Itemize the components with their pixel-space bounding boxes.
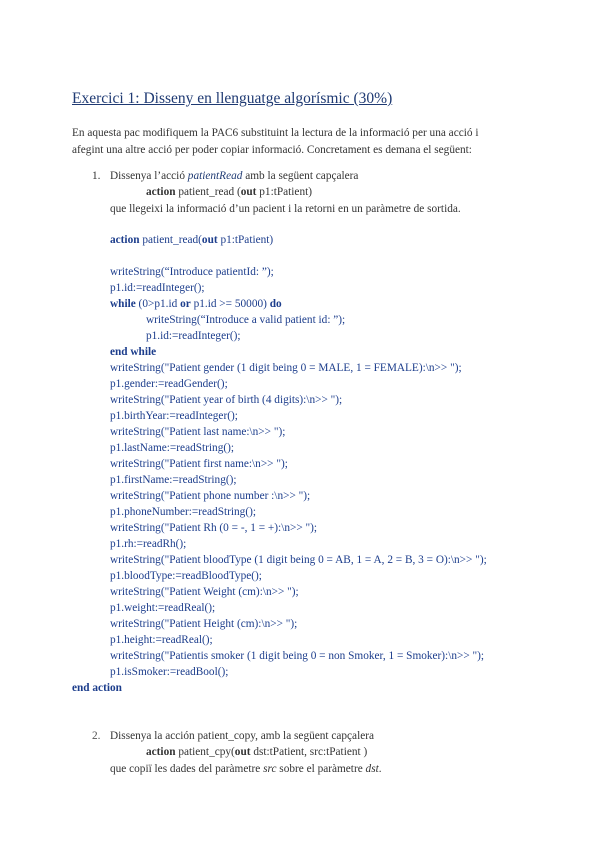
code-line-6: p1.id:=readInteger(); [146,330,241,342]
item-1-number: 1. [92,170,101,182]
code-line-10: writeString("Patient year of birth (4 digits):\n>> "); [110,394,343,406]
code-line-15: p1.firstName:=readString(); [110,474,237,486]
code-line-13: p1.lastName:=readString(); [110,442,235,454]
item-2-description [110,763,382,775]
item-1-header [146,186,312,198]
code-line-1-a: patient_read( [139,234,202,246]
item-1-text [110,170,358,182]
code-line-22: writeString("Patient Weight (cm):\n>> "); [110,586,299,598]
item-2-desc-src: src [263,763,277,775]
item-1-text-b: amb la següent capçalera [242,170,359,182]
item-2-number: 2. [92,730,101,742]
code-line-27: p1.isSmoker:=readBool(); [110,666,229,678]
code-line-2: writeString(“Introduce patientId: ”); [110,266,274,278]
code-line-24: writeString("Patient Height (cm):\n>> "); [110,618,298,630]
item-1-description: que llegeixi la informació d’un pacient i la retorni en un paràmetre de sortida. [110,203,461,215]
intro-line-2: afegint una altre acció per poder copiar informació. Concretament es demana el següent: [72,144,472,156]
code-line-8: writeString("Patient gender (1 digit being 0 = MALE, 1 = FEMALE):\n>> "); [110,362,462,374]
code-line-4-a: (0>p1.id [135,298,181,310]
code-kw-while: while [110,298,136,310]
item-1-action-name: patientRead [187,170,243,182]
code-line-28: end action [72,682,122,694]
item-2-desc-dst: dst [365,763,379,775]
item-1-header-a: patient_read ( [175,186,241,198]
code-line-4 [110,298,282,310]
code-line-14: writeString("Patient first name:\n>> "); [110,458,288,470]
code-line-21: p1.bloodType:=readBloodType(); [110,570,262,582]
item-2-text: Dissenya la acción patient_copy, amb la següent capçalera [110,730,374,742]
code-line-25: p1.height:=readReal(); [110,634,213,646]
item-1-text-a: Dissenya l’acció [110,170,188,182]
code-line-3: p1.id:=readInteger(); [110,282,205,294]
code-line-9: p1.gender:=readGender(); [110,378,228,390]
item-2-header-b: dst:tPatient, src:tPatient ) [250,746,368,758]
code-kw-action: action [110,234,140,246]
code-line-20: writeString("Patient bloodType (1 digit being 0 = AB, 1 = A, 2 = B, 3 = O):\n>> "); [110,554,487,566]
code-kw-or: or [180,298,191,310]
code-line-5: writeString(“Introduce a valid patient id: ”); [146,314,346,326]
item-1-header-kw: action [146,186,176,198]
item-1-header-out: out [240,186,257,198]
code-line-26: writeString("Patientis smoker (1 digit being 0 = non Smoker, 1 = Smoker):\n>> "); [110,650,485,662]
exercise-heading: Exercici 1: Disseny en llenguatge algorísmic (30%) [72,90,393,107]
code-line-12: writeString("Patient last name:\n>> "); [110,426,286,438]
code-line-19: p1.rh:=readRh(); [110,538,187,550]
item-2-desc-c: . [378,763,382,775]
item-2-desc-a: que copiï les dades del paràmetre [110,763,264,775]
item-2-desc-b: sobre el paràmetre [276,763,366,775]
code-line-1-b: p1:tPatient) [217,234,274,246]
code-line-18: writeString("Patient Rh (0 = -, 1 = +):\n>> "); [110,522,318,534]
code-line-4-b: p1.id >= 50000) [190,298,270,310]
item-2-header-kw: action [146,746,176,758]
code-line-11: p1.birthYear:=readInteger(); [110,410,238,422]
intro-line-1: En aquesta pac modifiquem la PAC6 substituint la lectura de la informació per una acció i [72,127,479,139]
code-line-1 [110,234,273,246]
code-line-16: writeString("Patient phone number :\n>> "); [110,490,311,502]
item-2-header [146,746,367,758]
code-line-17: p1.phoneNumber:=readString(); [110,506,256,518]
code-kw-do: do [269,298,282,310]
item-2-header-out: out [234,746,251,758]
code-line-7: end while [110,346,157,358]
item-1-header-b: p1:tPatient) [256,186,312,198]
code-line-23: p1.weight:=readReal(); [110,602,216,614]
item-2-header-a: patient_cpy( [175,746,235,758]
code-kw-out: out [201,234,218,246]
